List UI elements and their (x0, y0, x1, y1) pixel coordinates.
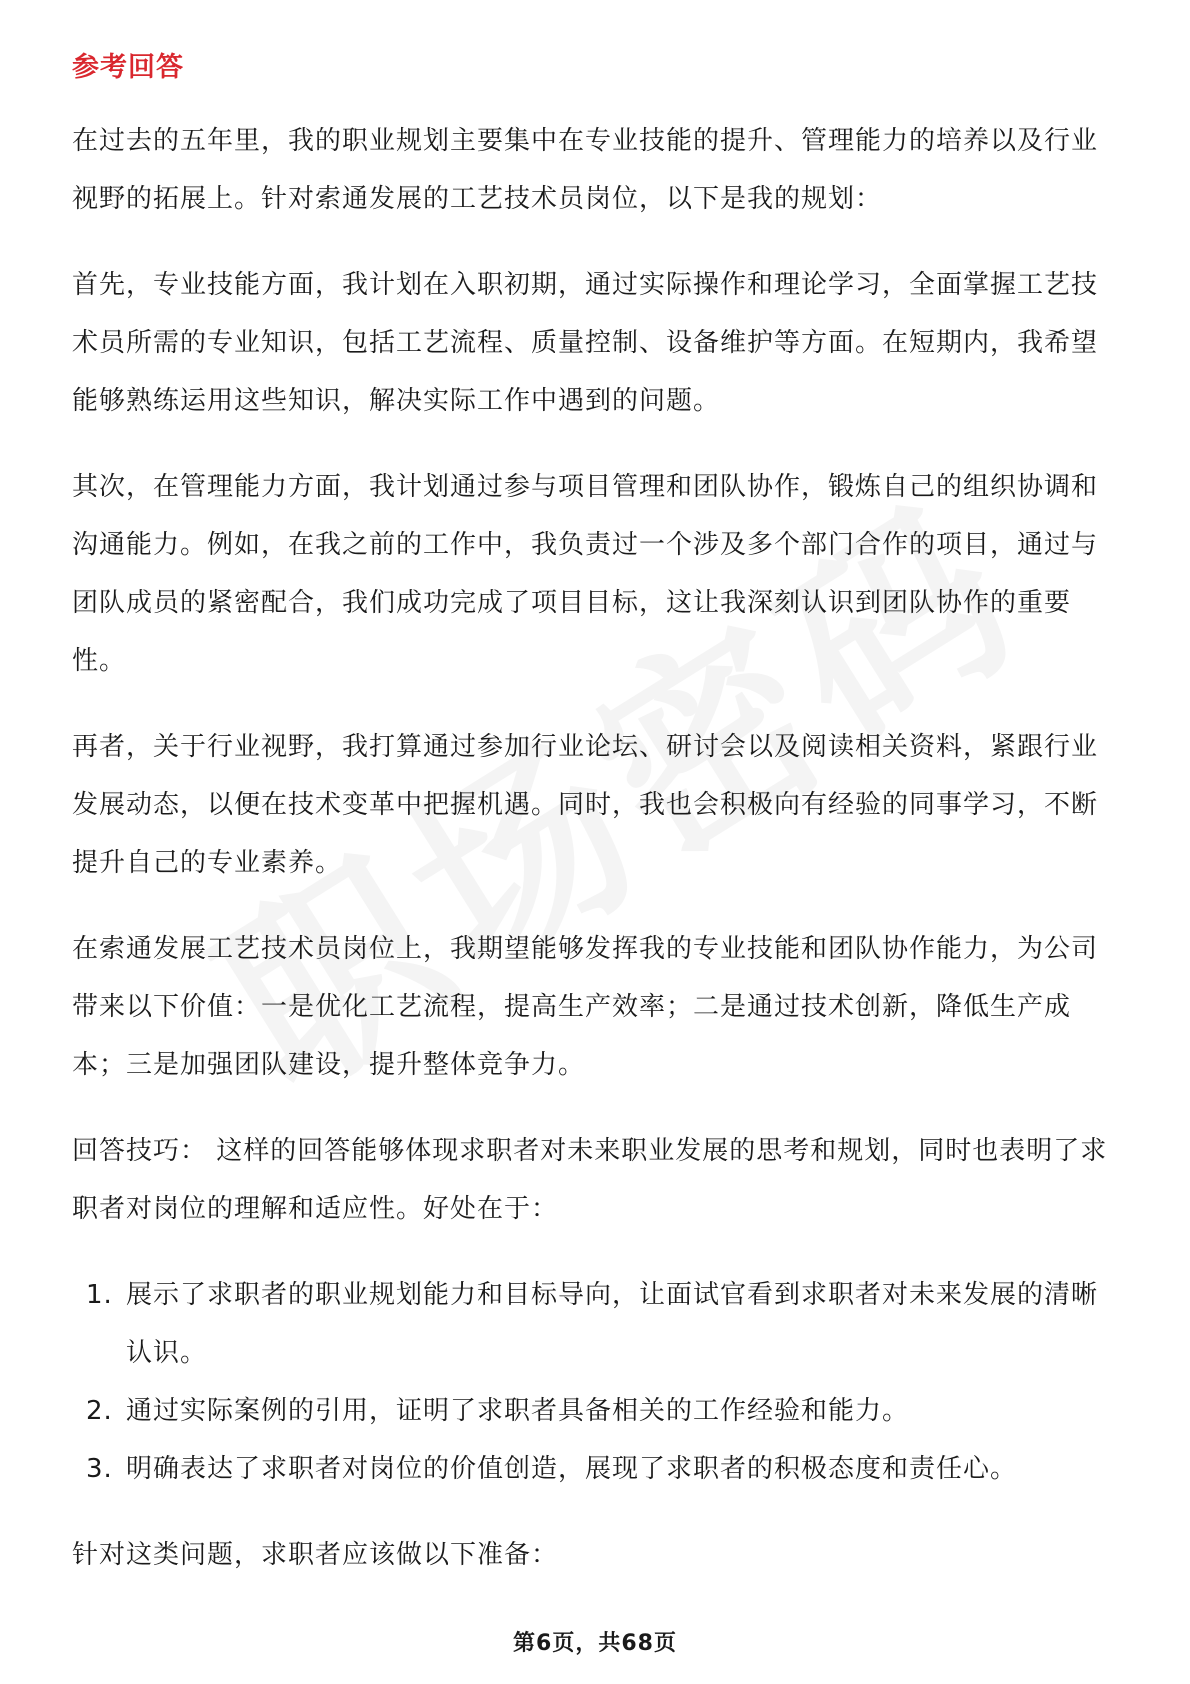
list-item-text: 通过实际案例的引用，证明了求职者具备相关的工作经验和能力。 (126, 1396, 910, 1426)
paragraph-skills: 首先，专业技能方面，我计划在入职初期，通过实际操作和理论学习，全面掌握工艺技术员所需的专业知识，包括工艺流程、质量控制、设备维护等方面。在短期内，我希望能够熟练运用这些知识，解决实际工作中遇到的问题。 (72, 270, 1099, 416)
paragraph-closing: 针对这类问题，求职者应该做以下准备： (72, 1540, 559, 1570)
list-item-text: 展示了求职者的职业规划能力和目标导向，让面试官看到求职者对未来发展的清晰认识。 (126, 1280, 1099, 1368)
paragraph-vision: 再者，关于行业视野，我打算通过参加行业论坛、研讨会以及阅读相关资料，紧跟行业发展动态，以便在技术变革中把握机遇。同时，我也会积极向有经验的同事学习，不断提升自己的专业素养。 (72, 732, 1099, 878)
list-item-number: 2. (86, 1396, 113, 1426)
paragraph-value: 在索通发展工艺技术员岗位上，我期望能够发挥我的专业技能和团队协作能力，为公司带来以下价值：一是优化工艺流程，提高生产效率；二是通过技术创新，降低生产成本；三是加强团队建设，提升整体竞争力。 (72, 934, 1099, 1080)
list-item (72, 1382, 1120, 1440)
list-item-number: 1. (86, 1280, 113, 1310)
list-item (72, 1440, 1120, 1498)
section-title: 参考回答 (72, 52, 184, 83)
paragraph-intro: 在过去的五年里，我的职业规划主要集中在专业技能的提升、管理能力的培养以及行业视野的拓展上。针对索通发展的工艺技术员岗位，以下是我的规划： (72, 126, 1099, 214)
list-item-number: 3. (86, 1454, 113, 1484)
paragraph-management: 其次，在管理能力方面，我计划通过参与项目管理和团队协作，锻炼自己的组织协调和沟通能力。例如，在我之前的工作中，我负责过一个涉及多个部门合作的项目，通过与团队成员的紧密配合，我们成功完成了项目目标，这让我深刻认识到团队协作的重要性。 (72, 472, 1099, 676)
page-number: 第6页，共68页 (513, 1631, 677, 1656)
page-content (72, 48, 1120, 1612)
list-item-text: 明确表达了求职者对岗位的价值创造，展现了求职者的积极态度和责任心。 (126, 1454, 1018, 1484)
tips-list (72, 1266, 1120, 1498)
paragraph-tips-intro: 回答技巧： 这样的回答能够体现求职者对未来职业发展的思考和规划，同时也表明了求职者对岗位的理解和适应性。好处在于： (72, 1136, 1108, 1224)
list-item (72, 1266, 1120, 1382)
